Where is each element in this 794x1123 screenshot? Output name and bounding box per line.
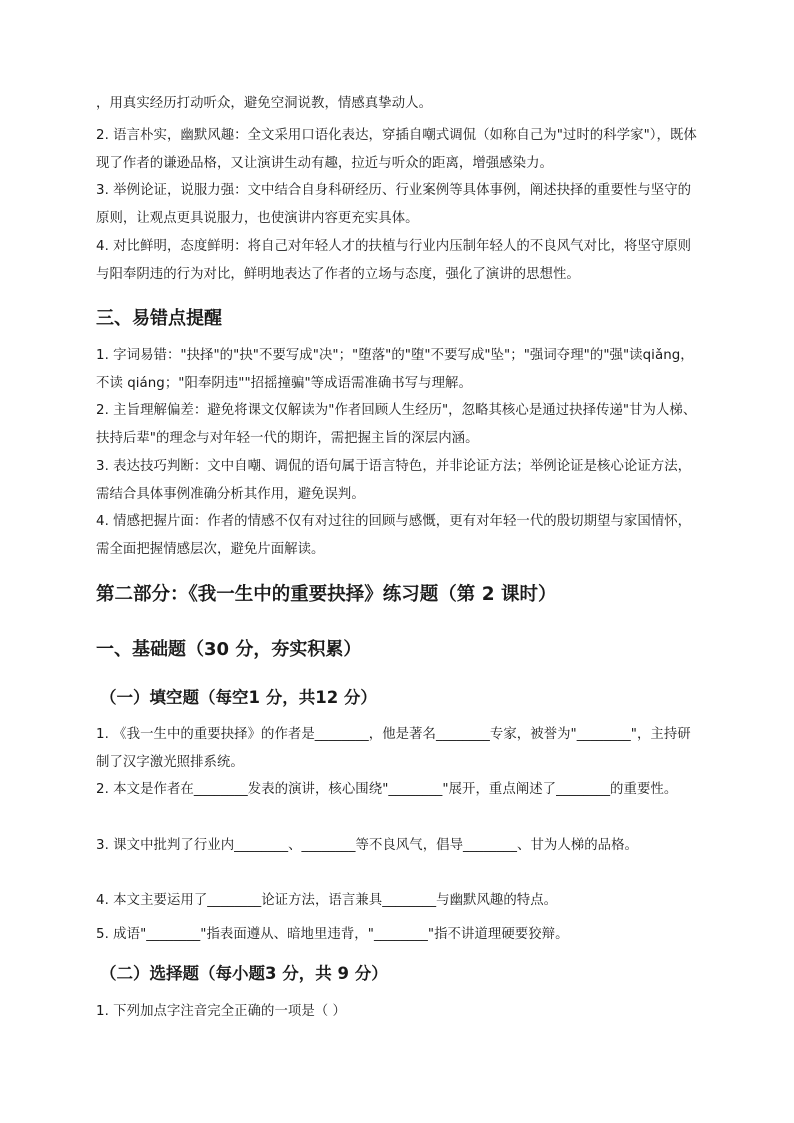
section-title-errors: 三、易错点提醒 <box>96 308 222 329</box>
error-item: 2. 主旨理解偏差：避免将课文仅解读为"作者回顾人生经历"，忽略其核心是通过抉择传递"甘为人梯、扶持后辈"的理念与对年轻一代的期许，需把握主旨的深层内涵。 <box>96 403 697 446</box>
part-two-title: 第二部分：《我一生中的重要抉择》练习题（第 2 课时） <box>96 584 557 605</box>
feature-item: 4. 对比鲜明，态度鲜明：将自己对年轻人才的扶植与行业内压制年轻人的不良风气对比，将坚守原则与阳奉阴违的行为对比，鲜明地表达了作者的立场与态度，强化了演讲的思想性。 <box>96 239 692 282</box>
fill-blank-item: 1. 《我一生中的重要抉择》的作者是________，他是著名________专家，被誉为"________"，主持研制了汉字激光照排系统。 <box>96 727 691 770</box>
fill-blank-item: 2. 本文是作者在________发表的演讲，核心围绕"________"展开，重点阐述了________的重要性。 <box>96 782 678 797</box>
error-item: 3. 表达技巧判断：文中自嘲、调侃的语句属于语言特色，并非论证方法；举例论证是核心论证方法，需结合具体事例准确分析其作用，避免误判。 <box>96 459 692 502</box>
fill-blank-item: 5. 成语"________"指表面遵从、暗地里违背，"________"指不讲道理硬要狡辩。 <box>96 927 569 942</box>
error-item: 4. 情感把握片面：作者的情感不仅有对过往的回顾与感慨，更有对年轻一代的殷切期望与家国情怀，需全面把握情感层次，避免片面解读。 <box>96 514 692 557</box>
feature-item: 3. 举例论证，说服力强：文中结合自身科研经历、行业案例等具体事例，阐述抉择的重要性与坚守的原则，让观点更具说服力，也使演讲内容更充实具体。 <box>96 183 692 226</box>
feature-item: 2. 语言朴实，幽默风趣：全文采用口语化表达，穿插自嘲式调侃（如称自己为"过时的科学家"），既体现了作者的谦逊品格，又让演讲生动有趣，拉近与听众的距离，增强感染力。 <box>96 128 697 171</box>
fill-blank-title: （一）填空题（每空1 分，共12 分） <box>100 688 377 707</box>
fill-blank-item: 3. 课文中批判了行业内________、________等不良风气，倡导________、甘为人梯的品格。 <box>96 838 638 853</box>
basic-section-title: 一、基础题（30 分，夯实积累） <box>96 639 362 660</box>
error-item: 1. 字词易错："抉择"的"抉"不要写成"决"；"堕落"的"堕"不要写成"坠"；"强词夺理"的"强"读qiǎng，不读 qiáng；"阳奉阴违""招摇撞骗"等成语需准确书写与理解。 <box>96 348 694 391</box>
choice-title: （二）选择题（每小题3 分，共 9 分） <box>100 964 388 983</box>
fill-blank-item: 4. 本文主要运用了________论证方法，语言兼具________与幽默风趣的特点。 <box>96 893 558 908</box>
intro-tail-paragraph: ，用真实经历打动听众，避免空洞说教，情感真挚动人。 <box>96 96 433 111</box>
choice-item: 1. 下列加点字注音完全正确的一项是（ ） <box>96 1004 346 1019</box>
